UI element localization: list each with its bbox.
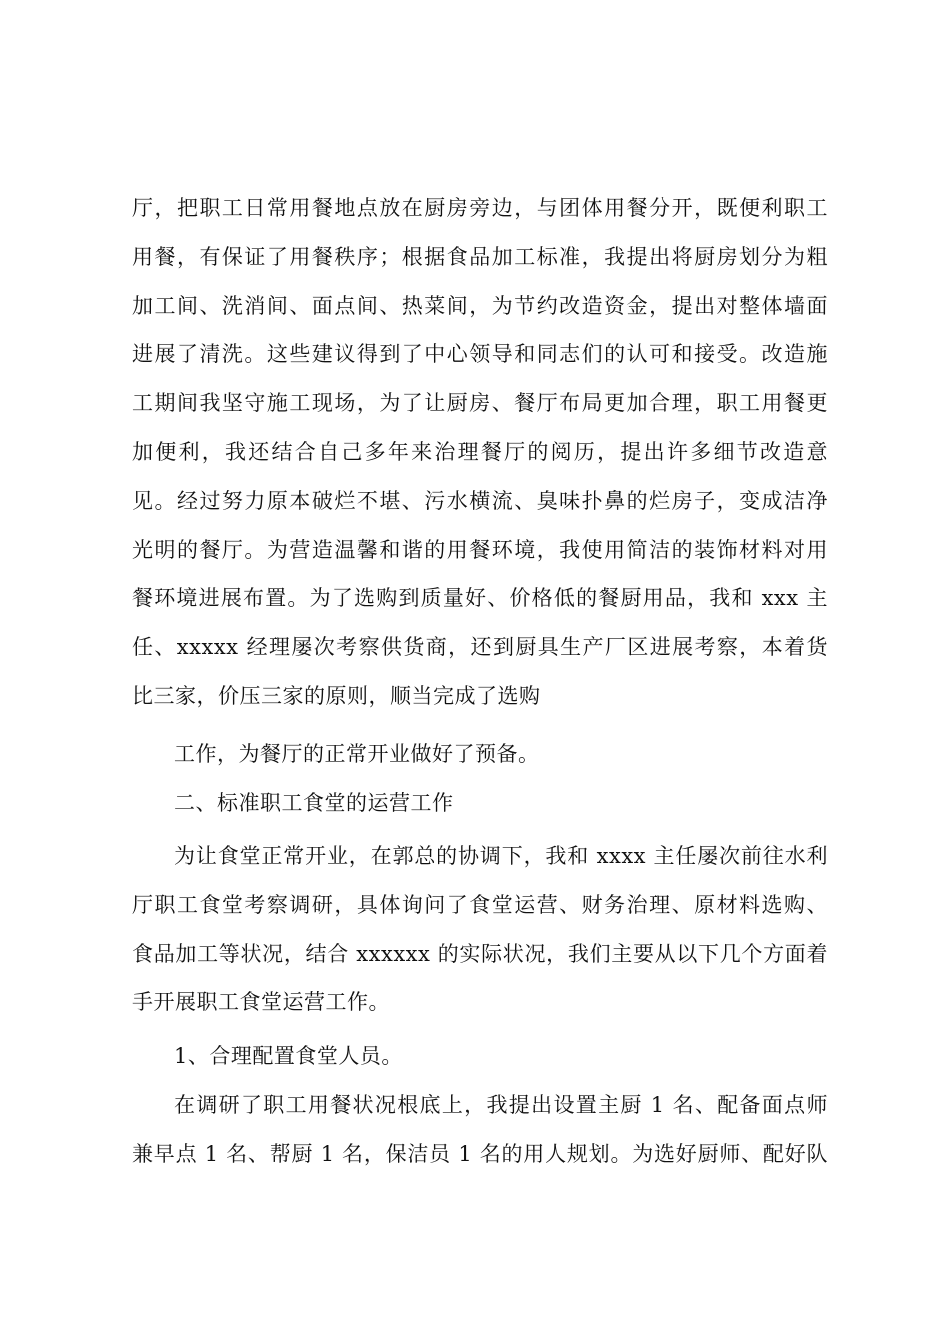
text-line: 工作，为餐厅的正常开业做好了预备。 [174, 742, 540, 766]
heading-text: 二、标准职工食堂的运营工作 [174, 791, 454, 815]
paragraph-operations [132, 832, 828, 1027]
text-line: 厅，把职工日常用餐地点放在厨房旁边，与团体用餐分开，既便利职工 [132, 196, 828, 220]
text-line: 食品加工等状况，结合 xxxxxx 的实际状况，我们主要从以下几个方面着 [132, 941, 828, 966]
section-heading [132, 779, 828, 828]
subheading [132, 1032, 828, 1081]
paragraph-opening-prep [132, 730, 828, 779]
paragraph-renovation [132, 184, 828, 721]
paragraph-staffing [132, 1081, 828, 1179]
text-line: 用餐，有保证了用餐秩序；根据食品加工标准，我提出将厨房划分为粗 [132, 244, 828, 269]
subheading-text: 1、合理配置食堂人员。 [174, 1044, 403, 1068]
text-line: 见。经过努力原本破烂不堪、污水横流、臭味扑鼻的烂房子，变成洁净 [132, 488, 828, 513]
text-line: 为让食堂正常开业，在郭总的协调下，我和 xxxx 主任屡次前往水利 [174, 844, 828, 868]
text-line: 进展了清洗。这些建议得到了中心领导和同志们的认可和接受。改造施 [132, 342, 828, 367]
text-line: 餐环境进展布置。为了选购到质量好、价格低的餐厨用品，我和 xxx 主 [132, 586, 828, 611]
text-line: 光明的餐厅。为营造温馨和谐的用餐环境，我使用简洁的装饰材料对用 [132, 537, 828, 562]
text-line: 兼早点 1 名、帮厨 1 名，保洁员 1 名的用人规划。为选好厨师、配好队 [132, 1141, 828, 1166]
text-line: 工期间我坚守施工现场，为了让厨房、餐厅布局更加合理，职工用餐更 [132, 391, 828, 416]
text-line: 在调研了职工用餐状况根底上，我提出设置主厨 1 名、配备面点师 [174, 1093, 828, 1117]
text-line: 加工间、洗消间、面点间、热菜间，为节约改造资金，提出对整体墙面 [132, 293, 828, 318]
text-line: 任、xxxxx 经理屡次考察供货商，还到厨具生产厂区进展考察，本着货 [132, 635, 828, 660]
text-line: 加便利，我还结合自己多年来治理餐厅的阅历，提出许多细节改造意 [132, 439, 828, 464]
text-line: 比三家，价压三家的原则，顺当完成了选购 [132, 683, 541, 708]
text-line: 厅职工食堂考察调研，具体询问了食堂运营、财务治理、原材料选购、 [132, 892, 828, 917]
text-line: 手开展职工食堂运营工作。 [132, 990, 390, 1015]
